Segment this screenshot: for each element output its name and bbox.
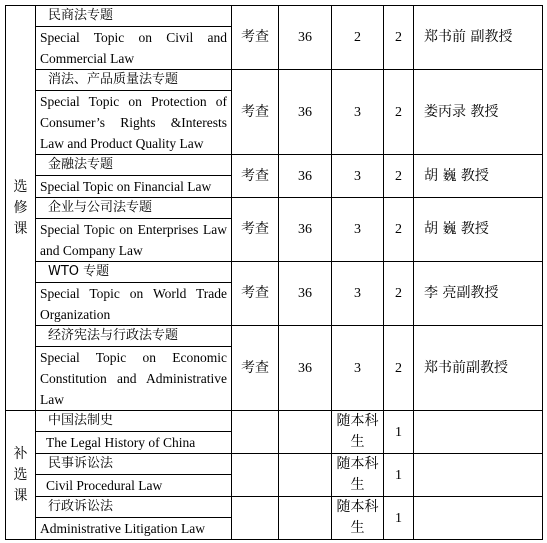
- assessment-cell: 考查: [232, 198, 279, 262]
- course-table: [5, 5, 543, 540]
- teacher-cell: [414, 497, 543, 540]
- assessment-cell: [232, 497, 279, 540]
- course-name-en: Special Topic on Enterprises Law and Company Law: [40, 222, 227, 258]
- teacher-cell: [414, 411, 543, 454]
- hours-cell: [279, 411, 332, 454]
- table-row: [6, 70, 543, 155]
- table-row: [6, 198, 543, 262]
- hours-cell: 36: [279, 155, 332, 198]
- credits-cell: 随本科生: [332, 454, 384, 497]
- course-name-cell: [36, 155, 232, 198]
- credits-cell: 2: [332, 6, 384, 70]
- credits-cell: 3: [332, 155, 384, 198]
- table-row: [6, 497, 543, 540]
- course-name-cn: 消法、产品质量法专题: [36, 70, 231, 91]
- hours-cell: 36: [279, 70, 332, 155]
- course-name-cn: 民事诉讼法: [36, 454, 231, 475]
- course-name-cell: [36, 198, 232, 262]
- assessment-cell: 考查: [232, 326, 279, 411]
- course-name-cn: 金融法专题: [36, 155, 231, 176]
- hours-cell: [279, 497, 332, 540]
- table-row: [6, 411, 543, 454]
- course-name-en: Special Topic on World Trade Organization: [40, 286, 227, 322]
- course-name-en: Special Topic on Financial Law: [40, 179, 212, 194]
- hours-cell: 36: [279, 6, 332, 70]
- credits-cell: 3: [332, 198, 384, 262]
- course-name-cell: [36, 411, 232, 454]
- semester-cell: 1: [384, 411, 414, 454]
- semester-cell: 2: [384, 198, 414, 262]
- course-name-cell: [36, 454, 232, 497]
- hours-cell: 36: [279, 326, 332, 411]
- credits-cell: 3: [332, 70, 384, 155]
- course-name-en: Civil Procedural Law: [46, 478, 163, 493]
- semester-cell: 1: [384, 454, 414, 497]
- assessment-cell: 考查: [232, 6, 279, 70]
- teacher-cell: [414, 454, 543, 497]
- course-name-cell: [36, 497, 232, 540]
- hours-cell: 36: [279, 262, 332, 326]
- course-name-cell: [36, 6, 232, 70]
- teacher-cell: 李 亮副教授: [414, 262, 543, 326]
- table-row: [6, 6, 543, 70]
- hours-cell: 36: [279, 198, 332, 262]
- course-name-cell: [36, 326, 232, 411]
- elective-group-label: 选 修 课: [6, 6, 36, 411]
- supplementary-group-label: 补 选 课: [6, 411, 36, 540]
- teacher-cell: 郑书前 副教授: [414, 6, 543, 70]
- course-name-cn: 企业与公司法专题: [36, 198, 231, 219]
- table-row: [6, 326, 543, 411]
- semester-cell: 1: [384, 497, 414, 540]
- teacher-cell: 胡 巍 教授: [414, 155, 543, 198]
- course-name-cell: [36, 70, 232, 155]
- course-name-cell: [36, 262, 232, 326]
- semester-cell: 2: [384, 326, 414, 411]
- course-name-cn: 经济宪法与行政法专题: [36, 326, 231, 347]
- assessment-cell: 考查: [232, 262, 279, 326]
- assessment-cell: 考查: [232, 70, 279, 155]
- course-name-en: Administrative Litigation Law: [40, 521, 205, 536]
- table-row: [6, 155, 543, 198]
- course-name-en: Special Topic on Civil and Commercial Law: [40, 30, 227, 66]
- table-row: [6, 262, 543, 326]
- course-name-en: The Legal History of China: [46, 435, 196, 450]
- semester-cell: 2: [384, 6, 414, 70]
- teacher-cell: 胡 巍 教授: [414, 198, 543, 262]
- credits-cell: 3: [332, 262, 384, 326]
- credits-cell: 3: [332, 326, 384, 411]
- credits-cell: 随本科生: [332, 411, 384, 454]
- semester-cell: 2: [384, 155, 414, 198]
- course-name-cn: 民商法专题: [36, 6, 231, 27]
- table-row: [6, 454, 543, 497]
- credits-cell: 随本科生: [332, 497, 384, 540]
- semester-cell: 2: [384, 262, 414, 326]
- hours-cell: [279, 454, 332, 497]
- course-name-cn: 行政诉讼法: [36, 497, 231, 518]
- assessment-cell: [232, 454, 279, 497]
- course-name-en: Special Topic on Economic Constitution and Administrative Law: [40, 350, 227, 407]
- assessment-cell: 考查: [232, 155, 279, 198]
- course-name-cn: 中国法制史: [36, 411, 231, 432]
- teacher-cell: 郑书前副教授: [414, 326, 543, 411]
- course-name-en: Special Topic on Protection of Consumer’s Rights &Interests Law and Product Quality Law: [40, 94, 227, 151]
- assessment-cell: [232, 411, 279, 454]
- semester-cell: 2: [384, 70, 414, 155]
- course-name-cn: WTO 专题: [36, 262, 231, 283]
- teacher-cell: 娄丙录 教授: [414, 70, 543, 155]
